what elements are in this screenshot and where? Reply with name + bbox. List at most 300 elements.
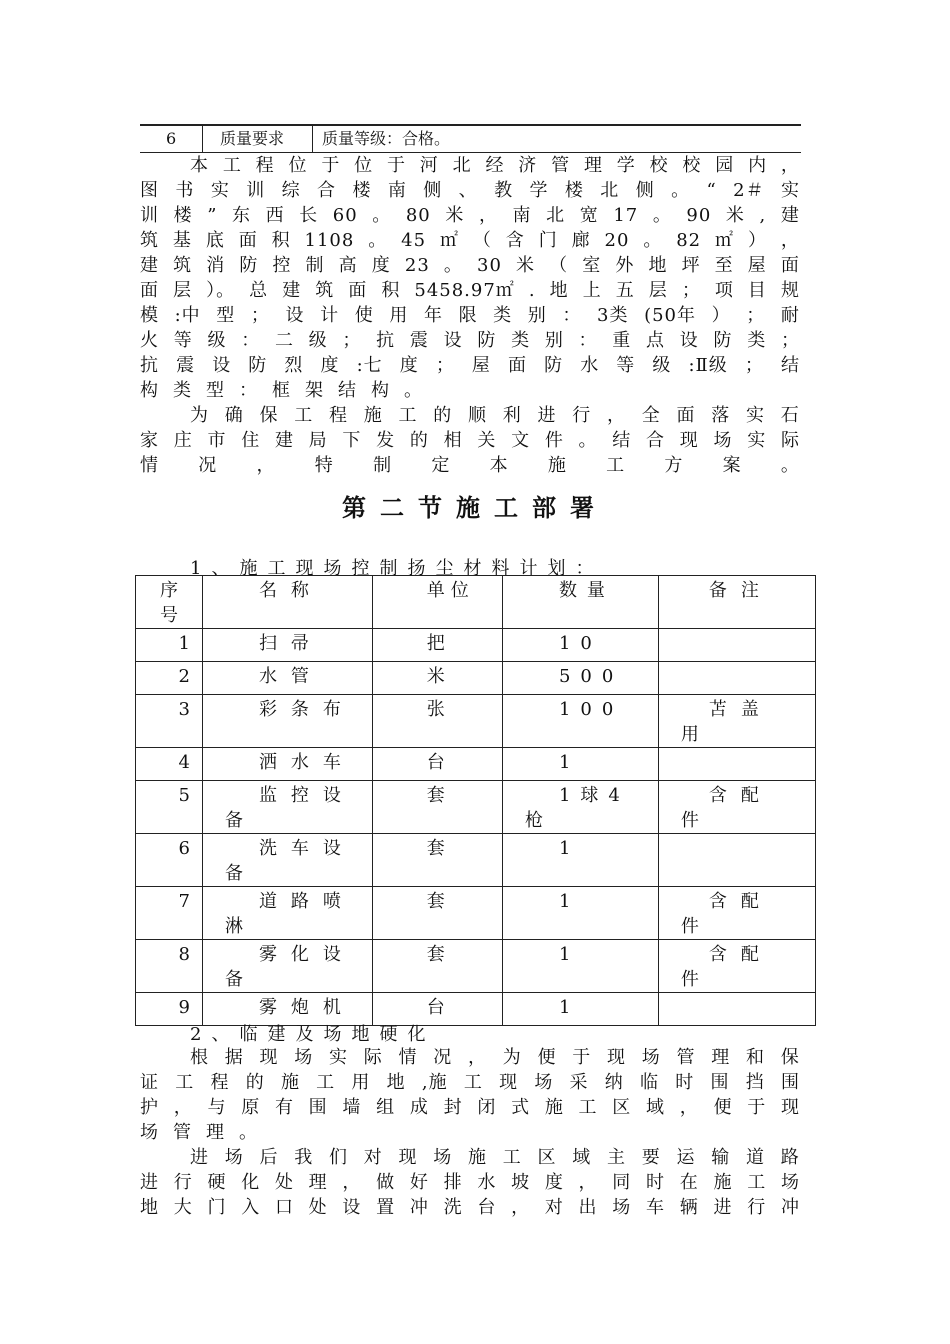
cell-text: 雾化设备 xyxy=(224,944,355,990)
text-token: 与 xyxy=(207,1097,227,1118)
text-line xyxy=(140,378,800,403)
text-token: 冲 xyxy=(409,1197,429,1218)
text-token: ， xyxy=(173,1097,193,1118)
text-token: 本 xyxy=(190,155,209,176)
text-token: 用 xyxy=(389,305,409,326)
text-token: 。 xyxy=(671,180,691,201)
cell-text: 米 xyxy=(426,666,451,687)
table-cell xyxy=(136,781,203,834)
text-token: 防 xyxy=(239,255,259,276)
text-token: 好 xyxy=(409,1172,429,1193)
text-token: ； xyxy=(435,355,455,376)
text-line xyxy=(140,1070,800,1095)
text-token: 重 xyxy=(612,330,632,351)
text-line xyxy=(140,153,800,178)
text-token: , xyxy=(759,205,767,226)
cell-text: 1 xyxy=(178,633,196,654)
cell-text: 数量 xyxy=(558,580,615,601)
text-token: 位 xyxy=(288,155,308,176)
text-token: 框 xyxy=(272,380,291,401)
text-token: 关 xyxy=(477,430,497,451)
text-token: ， xyxy=(511,1197,531,1218)
cell-text: 单位 xyxy=(426,580,475,601)
table-cell xyxy=(136,834,203,887)
text-token: 制 xyxy=(305,255,325,276)
text-token: 车 xyxy=(646,1197,666,1218)
text-token: 西 xyxy=(265,205,285,226)
text-token: 型 xyxy=(216,305,236,326)
text-token: 住 xyxy=(241,430,261,451)
text-token: 场 xyxy=(780,1172,800,1193)
text-token: 设 xyxy=(443,330,463,351)
text-token: 使 xyxy=(354,305,374,326)
table-cell xyxy=(202,834,372,887)
text-token: 类 xyxy=(511,330,531,351)
text-token: 的 xyxy=(409,430,429,451)
text-token: 冲 xyxy=(780,1197,800,1218)
text-token: 屋 xyxy=(471,355,491,376)
text-token: 工 xyxy=(316,1072,336,1093)
text-token: 施 xyxy=(713,1172,733,1193)
text-token: 训 xyxy=(246,180,266,201)
text-token: 结 xyxy=(338,380,357,401)
text-line xyxy=(140,1095,800,1120)
text-token: 。 xyxy=(652,205,672,226)
text-token: 面 xyxy=(676,405,696,426)
table-row xyxy=(136,748,816,781)
table-cell xyxy=(658,695,815,748)
text-token: 场 xyxy=(713,430,733,451)
text-token: 东 xyxy=(231,205,251,226)
text-token: 置 xyxy=(376,1197,396,1218)
text-token: 合 xyxy=(317,180,337,201)
text-token: 级 xyxy=(207,330,227,351)
text-line xyxy=(140,428,800,453)
table-row xyxy=(136,887,816,940)
text-token: 地 xyxy=(140,1197,159,1218)
text-token: 。 xyxy=(368,230,388,251)
text-token: 辆 xyxy=(679,1197,699,1218)
cell-text: 苫盖用 xyxy=(680,699,773,745)
text-token: 类 xyxy=(747,330,767,351)
text-token: 屋 xyxy=(747,255,767,276)
text-line xyxy=(140,353,800,378)
text-token: 园 xyxy=(715,155,735,176)
text-token: ㎡ xyxy=(715,230,735,251)
text-token: 总 xyxy=(249,280,269,301)
table-cell xyxy=(372,781,502,834)
roads-paragraph xyxy=(140,1145,800,1220)
cell-text: 序号 xyxy=(160,580,184,626)
text-token: 在 xyxy=(679,1172,699,1193)
material-table xyxy=(135,575,816,1026)
text-token: 侧 xyxy=(423,180,443,201)
text-token: 位 xyxy=(354,155,374,176)
text-token: 抗 xyxy=(140,355,159,376)
text-token: 工 xyxy=(578,1097,598,1118)
text-token: 面 xyxy=(348,280,368,301)
text-line xyxy=(140,453,800,478)
text-token: 式 xyxy=(511,1097,531,1118)
text-token: 际 xyxy=(363,1047,383,1068)
text-token: 年 xyxy=(423,305,443,326)
text-token: ； xyxy=(250,305,270,326)
text-token: 。 xyxy=(404,380,423,401)
text-token: 工 xyxy=(222,155,242,176)
text-token: 的 xyxy=(433,405,453,426)
cell-text xyxy=(659,993,815,995)
text-token: 23 xyxy=(404,255,430,276)
text-token: 水 xyxy=(477,1172,497,1193)
text-token: 火 xyxy=(140,330,159,351)
text-token: “ xyxy=(706,180,717,201)
cell-text: 把 xyxy=(426,633,451,654)
text-token: 情 xyxy=(398,1047,418,1068)
text-token: 口 xyxy=(274,1197,294,1218)
text-token: 于 xyxy=(747,1097,767,1118)
text-token: 根 xyxy=(190,1047,209,1068)
text-token: . xyxy=(528,280,536,301)
row-content: 质量等级：合格。 xyxy=(322,129,451,148)
text-token: 制 xyxy=(373,455,393,476)
text-token: 宽 xyxy=(579,205,599,226)
text-token: 度 xyxy=(371,255,391,276)
text-token: 45 xyxy=(401,230,427,251)
table-cell xyxy=(502,834,658,887)
table-cell xyxy=(202,940,372,993)
text-token: 便 xyxy=(537,1047,557,1068)
cell-text: 1 xyxy=(558,891,581,912)
text-token: ， xyxy=(256,455,276,476)
text-token: 道 xyxy=(746,1147,765,1168)
cell-text: 1 xyxy=(558,944,581,965)
text-token: 教 xyxy=(494,180,514,201)
text-token: 硬 xyxy=(207,1172,227,1193)
row-number: 6 xyxy=(166,129,177,148)
text-token: 场 xyxy=(140,1122,159,1143)
text-token: 80 xyxy=(405,205,431,226)
text-token: 工 xyxy=(463,1072,483,1093)
text-token: 际 xyxy=(780,430,800,451)
text-token: 护 xyxy=(140,1097,159,1118)
text-line xyxy=(140,228,800,253)
table-cell xyxy=(658,887,815,940)
text-token: 水 xyxy=(580,355,600,376)
text-token: :中 xyxy=(174,305,201,326)
text-token: 坪 xyxy=(681,255,701,276)
text-token: 件 xyxy=(544,430,564,451)
text-token: 全 xyxy=(641,405,661,426)
cell-text: 扫帚 xyxy=(258,633,323,654)
cell-text: 水管 xyxy=(258,666,323,687)
text-token: 理 xyxy=(711,1047,731,1068)
text-token: 洗 xyxy=(443,1197,463,1218)
text-token: 处 xyxy=(308,1197,328,1218)
text-token: 施 xyxy=(363,405,383,426)
cell-text: 套 xyxy=(426,944,451,965)
table-cell xyxy=(372,662,502,695)
text-token: 现 xyxy=(607,1047,626,1068)
text-token: 类 xyxy=(173,380,192,401)
text-token: 等 xyxy=(173,330,193,351)
table-cell xyxy=(372,695,502,748)
text-token: 做 xyxy=(376,1172,396,1193)
text-token: 17 xyxy=(613,205,639,226)
text-token: 模 xyxy=(140,305,159,326)
text-token: 20 xyxy=(604,230,630,251)
text-token: ㎡ xyxy=(439,230,459,251)
table-cell xyxy=(658,834,815,887)
cell-text: 1 xyxy=(558,838,581,859)
text-token: 面 xyxy=(238,230,258,251)
text-token: ； xyxy=(342,330,362,351)
table-row xyxy=(136,781,816,834)
text-token: ： xyxy=(239,380,258,401)
text-token: 综 xyxy=(281,180,301,201)
text-token: 度 xyxy=(544,1172,564,1193)
text-token: 案 xyxy=(722,455,742,476)
table-cell xyxy=(658,629,815,662)
text-token: ； xyxy=(744,355,764,376)
text-token: 度 xyxy=(320,355,340,376)
text-token: 台 xyxy=(477,1197,497,1218)
table-cell xyxy=(502,781,658,834)
text-token: 家 xyxy=(140,430,159,451)
text-token: 震 xyxy=(176,355,196,376)
text-token: 训 xyxy=(140,205,159,226)
cell-text: 张 xyxy=(426,699,451,720)
text-token: 基 xyxy=(172,230,192,251)
cell-text: 500 xyxy=(558,666,624,687)
text-token: 要 xyxy=(641,1147,661,1168)
text-token: 定 xyxy=(431,455,451,476)
text-token: 楼 xyxy=(564,180,584,201)
text-token: 二 xyxy=(274,330,294,351)
text-token: 纳 xyxy=(604,1072,624,1093)
text-token: ， xyxy=(342,1172,362,1193)
text-token: 进 xyxy=(713,1197,733,1218)
section-title: 第二节施工部署 xyxy=(342,493,608,522)
text-token: 学 xyxy=(529,180,549,201)
cell-text: 套 xyxy=(426,838,451,859)
text-token: 行 xyxy=(747,1197,767,1218)
text-token: 60 xyxy=(332,205,358,226)
text-token: 场 xyxy=(224,1147,244,1168)
text-token: 场 xyxy=(433,1147,453,1168)
text-token: 度 xyxy=(399,355,419,376)
text-token: 运 xyxy=(676,1147,696,1168)
text-token: 型 xyxy=(206,380,225,401)
cell-text: 含配件 xyxy=(680,944,773,990)
subheading-temporary-hardening: 2、临建及场地硬化 xyxy=(190,1024,436,1045)
text-token: 设 xyxy=(285,305,305,326)
text-token: 校 xyxy=(649,155,669,176)
text-token: 底 xyxy=(205,230,225,251)
text-token: 设 xyxy=(679,330,699,351)
text-line xyxy=(140,328,800,353)
text-token: 限 xyxy=(458,305,478,326)
text-token: 对 xyxy=(363,1147,383,1168)
text-token: ” xyxy=(207,205,218,226)
divider xyxy=(312,126,313,152)
text-token: 实 xyxy=(329,1047,348,1068)
row-item: 质量要求 xyxy=(220,129,285,148)
text-token: 北 xyxy=(452,155,472,176)
text-token: (50年 xyxy=(644,305,696,326)
text-token: 为 xyxy=(502,1047,522,1068)
cell-text: 3 xyxy=(178,699,196,720)
text-token: 北 xyxy=(546,205,566,226)
text-token: 进 xyxy=(140,1172,159,1193)
text-token: 实 xyxy=(780,180,800,201)
text-token: 。 xyxy=(578,430,598,451)
text-token: 建 xyxy=(140,255,159,276)
text-token: 现 xyxy=(780,1097,800,1118)
cell-text: 彩条布 xyxy=(258,699,355,720)
text-token: 防 xyxy=(713,330,733,351)
cell-text: 8 xyxy=(178,944,196,965)
text-token: 侧 xyxy=(635,180,655,201)
cell-text xyxy=(659,662,815,664)
text-token: 抗 xyxy=(376,330,396,351)
text-token: ， xyxy=(780,230,800,251)
text-token: 施 xyxy=(468,1147,487,1168)
table-row xyxy=(136,834,816,887)
text-token: 门 xyxy=(207,1197,227,1218)
text-token: 顺 xyxy=(468,405,487,426)
table-header-cell xyxy=(502,576,658,629)
text-token: 南 xyxy=(512,205,532,226)
text-token: 我 xyxy=(294,1147,314,1168)
text-token: 别 xyxy=(527,305,547,326)
text-token: 现 xyxy=(398,1147,418,1168)
table-cell xyxy=(202,748,372,781)
text-token: 内 xyxy=(748,155,768,176)
text-token: 特 xyxy=(314,455,334,476)
cell-text: 4 xyxy=(178,752,196,773)
text-token: 地 xyxy=(648,255,668,276)
text-token: 区 xyxy=(537,1147,557,1168)
text-token: 出 xyxy=(578,1197,598,1218)
text-token: ， xyxy=(780,155,800,176)
text-token: 发 xyxy=(376,430,396,451)
cell-text: 2 xyxy=(178,666,196,687)
text-token: 闭 xyxy=(477,1097,497,1118)
cell-text: 备注 xyxy=(708,580,773,601)
cell-text: 台 xyxy=(426,997,451,1018)
text-token: 。 xyxy=(372,205,392,226)
text-token: 输 xyxy=(711,1147,731,1168)
text-token: 工 xyxy=(294,405,314,426)
text-token: 用 xyxy=(351,1072,371,1093)
text-token: 筑 xyxy=(315,280,335,301)
text-token: 石 xyxy=(780,405,800,426)
cell-text: 套 xyxy=(426,785,451,806)
table-cell xyxy=(136,695,203,748)
text-token: 。 xyxy=(239,1122,258,1143)
text-token: 理 xyxy=(206,1122,225,1143)
text-token: 后 xyxy=(259,1147,279,1168)
text-token: 施 xyxy=(547,455,567,476)
text-token: 程 xyxy=(329,405,348,426)
text-token: 等 xyxy=(616,355,636,376)
text-token: 层 xyxy=(173,280,193,301)
text-token: 2＃ xyxy=(733,180,765,201)
cell-text: 洒水车 xyxy=(258,752,355,773)
text-token: 时 xyxy=(675,1072,695,1093)
text-token: 庄 xyxy=(173,430,193,451)
text-token: 现 xyxy=(259,1047,279,1068)
text-token: 架 xyxy=(305,380,324,401)
text-token: 米 xyxy=(725,205,745,226)
text-token: 面 xyxy=(508,355,528,376)
text-token: 烈 xyxy=(284,355,304,376)
table-cell xyxy=(202,695,372,748)
text-token: 、 xyxy=(458,180,478,201)
table-cell xyxy=(372,748,502,781)
text-token: 处 xyxy=(274,1172,294,1193)
text-token: 含 xyxy=(505,230,525,251)
text-token: 别 xyxy=(544,330,564,351)
text-token: 类 xyxy=(493,305,513,326)
table-header-cell xyxy=(372,576,502,629)
text-token: 理 xyxy=(308,1172,328,1193)
text-token: 现 xyxy=(679,430,699,451)
cell-text: 洗车设备 xyxy=(224,838,355,884)
cell-text: 9 xyxy=(178,997,196,1018)
table-cell xyxy=(658,940,815,993)
text-token: ,施 xyxy=(421,1072,448,1093)
table-header-cell xyxy=(136,576,203,629)
cell-text: 5 xyxy=(178,785,196,806)
table-cell xyxy=(136,662,203,695)
text-token: 1108 xyxy=(304,230,355,251)
table-cell xyxy=(502,887,658,940)
text-token: ； xyxy=(780,330,800,351)
cell-text: 套 xyxy=(426,891,451,912)
text-token: 入 xyxy=(241,1197,261,1218)
cell-text xyxy=(659,748,815,750)
text-token: 建 xyxy=(282,280,302,301)
text-token: :Ⅱ级 xyxy=(688,355,728,376)
text-token: 管 xyxy=(173,1122,192,1143)
cell-text: 名称 xyxy=(258,580,323,601)
text-token: 域 xyxy=(646,1097,666,1118)
text-token: ， xyxy=(478,205,498,226)
cell-text xyxy=(659,834,815,836)
text-line xyxy=(140,1145,800,1170)
text-line xyxy=(140,203,800,228)
cell-text xyxy=(659,629,815,631)
text-token: 门 xyxy=(538,230,558,251)
text-token: ， xyxy=(578,1172,598,1193)
hardening-paragraph xyxy=(140,1045,800,1145)
text-token: 90 xyxy=(686,205,712,226)
text-token: 楼 xyxy=(173,205,193,226)
text-line xyxy=(140,178,800,203)
text-token: ： xyxy=(241,330,261,351)
text-token: 级 xyxy=(652,355,672,376)
text-token: 外 xyxy=(615,255,635,276)
cell-text: 道路喷淋 xyxy=(224,891,355,937)
text-token: 市 xyxy=(207,430,227,451)
text-token: 消 xyxy=(206,255,226,276)
text-token: ； xyxy=(681,280,701,301)
text-token: 级 xyxy=(308,330,328,351)
cell-text: 1 xyxy=(558,997,581,1018)
text-token: 下 xyxy=(342,430,362,451)
text-token: 时 xyxy=(646,1172,666,1193)
